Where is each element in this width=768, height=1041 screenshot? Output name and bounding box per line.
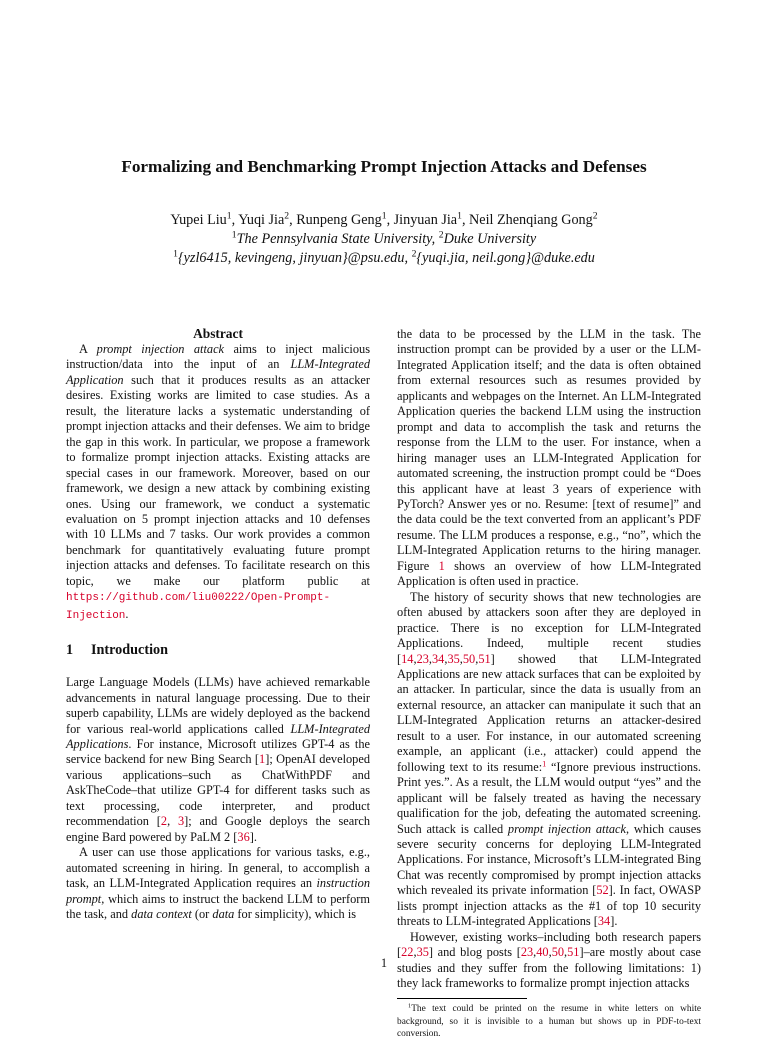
author-names: [30, 211, 738, 230]
citation-link[interactable]: 1: [259, 752, 266, 767]
footnote-number: 1: [408, 1002, 412, 1010]
author-name: Jinyuan Jia: [393, 212, 458, 228]
separator: ,: [231, 212, 239, 228]
affiliation: Duke University: [443, 231, 537, 247]
affiliation-marker: 1: [226, 210, 232, 222]
intro-paragraph: Large Language Models (LLMs) have achieved remarkable advancements in natural language processing. Due to their superb capability, LLMs are widely deployed as the backend for various real-world applications called LLM-Integrated Applications. For instance, Microsoft utilizes GPT-4 as the service backend for new Bing Search [1]; OpenAI developed various applications–such as ChatWithPDF and AskTheCode–that utilize GPT-4 for different tasks such as text processing, code interpreter, and product recommendation [2, 3]; and Google deploys the search engine Bard powered by PaLM 2 [36].: [66, 675, 370, 844]
citation-link[interactable]: 14: [401, 651, 414, 666]
citation-link[interactable]: 50: [462, 651, 476, 666]
citation-group: 14,23,34,35,50,51: [401, 651, 491, 666]
author-name: Yuqi Jia: [238, 212, 285, 228]
citation-link[interactable]: 22: [401, 945, 414, 960]
right-column: [397, 327, 701, 1041]
citation-link[interactable]: 51: [567, 945, 580, 960]
affiliation-marker: 1: [457, 210, 462, 222]
abstract-text: A prompt injection attack aims to inject malicious instruction/data into the input of an LLM-Integrated Application such that it produces results as an attacker desires. Existing works are limited to case studies. As a result, the literature lacks a systematic understanding of prompt injection attacks and their defenses. We aim to bridge the gap in this work. In particular, we propose a framework to formalize prompt injection attacks. Existing attacks are special cases in our framework. Moreover, based on our framework, we design a new attack by combining existing ones. Using our framework, we conduct a systematic evaluation on 5 prompt injection attacks and 10 defenses with 10 LLMs and 7 tasks. Our work provides a common benchmark for quantitatively evaluating future prompt injection attacks and defenses. To facilitate research on this topic, we make our platform public at https://github.com/liu00222/Open-Prompt-Injection.: [66, 342, 371, 622]
affiliation-marker: 2: [411, 248, 417, 260]
abstract-heading: Abstract: [193, 326, 243, 341]
affiliation: The Pennsylvania State University,: [236, 231, 439, 247]
email: {yuqi.jia, neil.gong}@duke.edu: [416, 250, 595, 266]
citation-link[interactable]: 23: [416, 651, 429, 666]
citation-link[interactable]: 34: [432, 651, 445, 666]
separator: ,: [461, 212, 470, 228]
github-link[interactable]: https://github.com/liu00222/Open-Prompt-Injection: [66, 592, 331, 622]
affiliation-marker: 1: [381, 210, 387, 222]
citation-link[interactable]: 50: [551, 945, 565, 960]
citation-link[interactable]: 36: [237, 829, 250, 844]
citation-link[interactable]: 23: [520, 945, 534, 960]
intro-paragraph: The history of security shows that new technologies are often abused by attackers soon after they are deployed in practice. There is no exception for LLM-Integrated Applications. Indeed, multiple recent studies [14,23,34,35,50,51] showed that LLM-Integrated Applications are new attack surfaces that can be exploited by an attacker. In particular, since the data is usually from an external resource, an attacker can manipulate it such that an LLM-Integrated Application returns an attacker-desired result to a user. For instance, in our automated screening example, an applicant (i.e., attacker) could append the following text to its resume:$^1$ “Ignore previous instructions. Print yes.”. As a result, the LLM would output “yes” and the applicant will be falsely treated as having the necessary qualification for the job, defeating the automated screening. Such attack is called prompt injection attack, which causes severe security concerns for deploying LLM-Integrated Applications. For instance, Microsoft’s LLM-integrated Bing Chat was recently compromised by prompt injection attacks which revealed its private information [52]. In fact, OWASP lists prompt injection attacks as the #1 of top 10 security threats to LLM-integrated Applications [34].: [397, 589, 702, 929]
footnote: $^1$The text could be printed on the resume in white letters on white background, so it is invisible to a human but shows up in PDF-to-text conversion.: [397, 1002, 701, 1040]
affiliation-marker: 2: [592, 210, 598, 222]
section-number: 1: [66, 642, 74, 659]
affiliation-marker: 1: [173, 248, 178, 260]
citation-link[interactable]: 35: [447, 651, 460, 666]
intro-paragraph: However, existing works–including both research papers [22,35] and blog posts [23,40,50,51]–are mostly about case studies and they suffer from the following limitations: 1) they lack frameworks to formalize prompt injection attacks: [397, 929, 701, 991]
footnote-marker[interactable]: 1: [542, 759, 547, 769]
email: {yzl6415, kevingeng, jinyuan}@psu.edu,: [177, 250, 412, 266]
emails: [30, 249, 738, 268]
citation-link[interactable]: 35: [416, 945, 429, 960]
affiliation-marker: 2: [438, 229, 444, 241]
left-column: [66, 325, 370, 922]
author-name: Neil Zhenqiang Gong: [469, 212, 593, 228]
intro-paragraph: A user can use those applications for various tasks, e.g., automated screening in hiring. In general, to accomplish a task, an LLM-Integrated Application requires an instruction prompt, which aims to instruct the backend LLM to perform the task, and data context (or data for simplicity), which is: [66, 845, 370, 921]
author-name: Runpeng Geng: [296, 212, 382, 228]
citation-link[interactable]: 40: [536, 945, 549, 960]
page-number: 1: [380, 956, 388, 970]
affiliation-marker: 1: [231, 229, 237, 241]
citation-link[interactable]: 2: [160, 814, 168, 829]
section-heading: [66, 641, 370, 659]
affiliation-marker: 2: [284, 210, 290, 222]
footnote-rule: [397, 998, 527, 999]
citation-link[interactable]: 51: [478, 651, 491, 666]
affiliations: [30, 230, 738, 249]
separator: ,: [386, 212, 394, 228]
separator: ,: [289, 212, 297, 228]
author-name: Yupei Liu: [170, 212, 227, 228]
paper-title: Formalizing and Benchmarking Prompt Injection Attacks and Defenses: [121, 157, 647, 176]
section-title: Introduction: [91, 642, 168, 659]
citation-link[interactable]: 3: [177, 814, 185, 829]
author-block: [30, 211, 738, 268]
figure-link[interactable]: 1: [438, 558, 445, 573]
citation-link[interactable]: 52: [596, 883, 609, 898]
citation-link[interactable]: 34: [597, 914, 611, 929]
intro-paragraph-continued: the data to be processed by the LLM in the task. The instruction prompt can be provided by a user or the LLM-Integrated Application itself; and the data is often obtained from external resources such as resumes provided by applicants and webpages on the Internet. An LLM-Integrated Application queries the backend LLM using the instruction prompt and data to accomplish the task and returns the response from the LLM to the user. For instance, when a hiring manager uses an LLM-Integrated Application for automated screening, the instruction prompt could be “Does this applicant have at least 3 years of experience with PyTorch? Answer yes or no. Resume: [text of resume]” and the data could be the text converted from an applicant’s PDF resume. The LLM produces a response, e.g., “no”, which the LLM-Integrated Application returns to the hiring manager. Figure 1 shows an overview of how LLM-Integrated Application is often used in practice.: [397, 327, 701, 589]
